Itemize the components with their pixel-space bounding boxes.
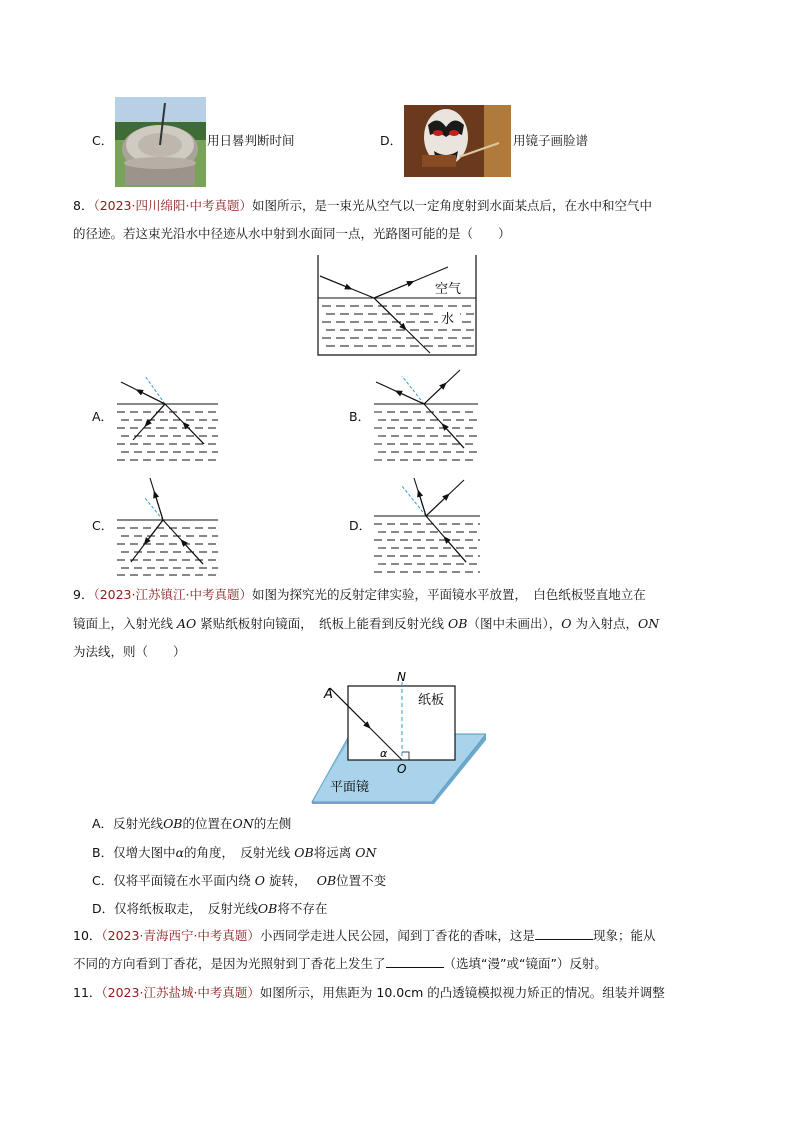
q9-fig-a: A	[324, 687, 333, 702]
q9-stem-line3: 为法线，则（ ）	[73, 644, 186, 659]
q8-option-a-label[interactable]: A．	[92, 409, 114, 424]
q9-option-b[interactable]: B．仅增大图中α的角度， 反射光线 OB将远离 ON	[92, 845, 377, 860]
q8-stem-line1	[73, 197, 652, 215]
q9-option-d[interactable]: D．仅将纸板取走， 反射光线OB将不存在	[92, 901, 328, 916]
q11-stem1: 如图所示，用焦距为 10.0cm 的凸透镜模拟视力矫正的情况。组装并调整	[259, 985, 665, 1000]
q10-stem1a: 小西同学走进人民公园，闻到丁香花的香味，这是	[259, 928, 535, 943]
q9-figure	[310, 668, 486, 804]
q9-fig-alpha: α	[380, 747, 388, 760]
q9-stem2d: 为入射点，	[575, 616, 638, 631]
q10-stem-line1	[73, 927, 655, 945]
q9-stem2a: 镜面上，入射光线	[73, 616, 174, 631]
q8-main-figure	[312, 253, 482, 359]
q8-air-label: 空气	[435, 282, 462, 297]
q7-option-d-text: 用镜子画脸谱	[513, 133, 589, 148]
q10-stem-line2	[73, 955, 607, 973]
q9-number: 9．	[73, 587, 94, 602]
q8-stem-line2: 的径迹。若这束光沿水中径迹从水中射到水面同一点，光路图可能的是（ ）	[73, 226, 511, 241]
q9-fig-n: N	[397, 670, 406, 684]
q10-stem2a: 不同的方向看到丁香花，是因为光照射到丁香花上发生了	[73, 956, 386, 971]
q9-stem2b: 紧贴纸板射向镜面， 纸板上能看到反射光线	[200, 616, 445, 631]
q10-stem2b: （选填“漫”或“镜面”）反射。	[443, 956, 607, 971]
q9-fig-mirror: 平面镜	[330, 780, 370, 795]
q11-stem-line1	[73, 984, 665, 1002]
q9-source: （2023·江苏镇江·中考真题）	[93, 587, 252, 602]
q8-number: 8．	[73, 198, 94, 213]
q10-stem1b: 现象；能从	[592, 928, 656, 943]
q8-option-c-figure[interactable]	[115, 476, 220, 576]
q8-option-c-label[interactable]: C．	[92, 518, 114, 533]
q7-option-c-label: C．	[92, 133, 114, 148]
q9-stem-line2	[73, 615, 659, 633]
q8-option-a-figure[interactable]	[115, 372, 220, 464]
q8-stem1: 如图所示，是一束光从空气以一定角度射到水面某点后，在水中和空气中	[251, 198, 652, 213]
q9-ob: OB	[448, 616, 468, 631]
q9-stem-line1	[73, 586, 646, 604]
q9-on: ON	[637, 616, 660, 631]
q10-blank-2[interactable]	[386, 955, 444, 968]
q8-option-d-label[interactable]: D．	[349, 518, 372, 533]
q8-option-b-figure[interactable]	[372, 368, 480, 464]
q9-ao: AO	[177, 616, 197, 631]
q8-source: （2023·四川绵阳·中考真题）	[93, 198, 252, 213]
q9-option-a[interactable]: A．反射光线OB的位置在ON的左侧	[92, 816, 292, 831]
sundial-image	[115, 97, 206, 187]
q8-option-b-label[interactable]: B．	[349, 409, 371, 424]
q11-source: （2023·江苏盐城·中考真题）	[101, 985, 260, 1000]
q9-stem2c: （图中未画出），	[467, 616, 562, 631]
q10-blank-1[interactable]	[535, 927, 593, 940]
q9-stem1: 如图为探究光的反射定律实验，平面镜水平放置， 白色纸板竖直地立在	[251, 587, 646, 602]
q9-fig-board: 纸板	[418, 693, 445, 708]
q9-o: O	[561, 616, 572, 631]
q7-option-c-text: 用日晷判断时间	[207, 133, 295, 148]
q8-option-d-figure[interactable]	[372, 476, 482, 576]
q10-source: （2023·青海西宁·中考真题）	[101, 928, 260, 943]
q8-water-label: 水	[441, 312, 455, 327]
q9-fig-o: O	[397, 762, 407, 776]
q11-number: 11．	[73, 985, 102, 1000]
q10-number: 10．	[73, 928, 102, 943]
q9-option-c[interactable]: C．仅将平面镜在水平面内绕 O 旋转， OB位置不变	[92, 873, 387, 888]
q7-option-d-label: D．	[380, 133, 403, 148]
face-painting-image	[404, 105, 511, 177]
